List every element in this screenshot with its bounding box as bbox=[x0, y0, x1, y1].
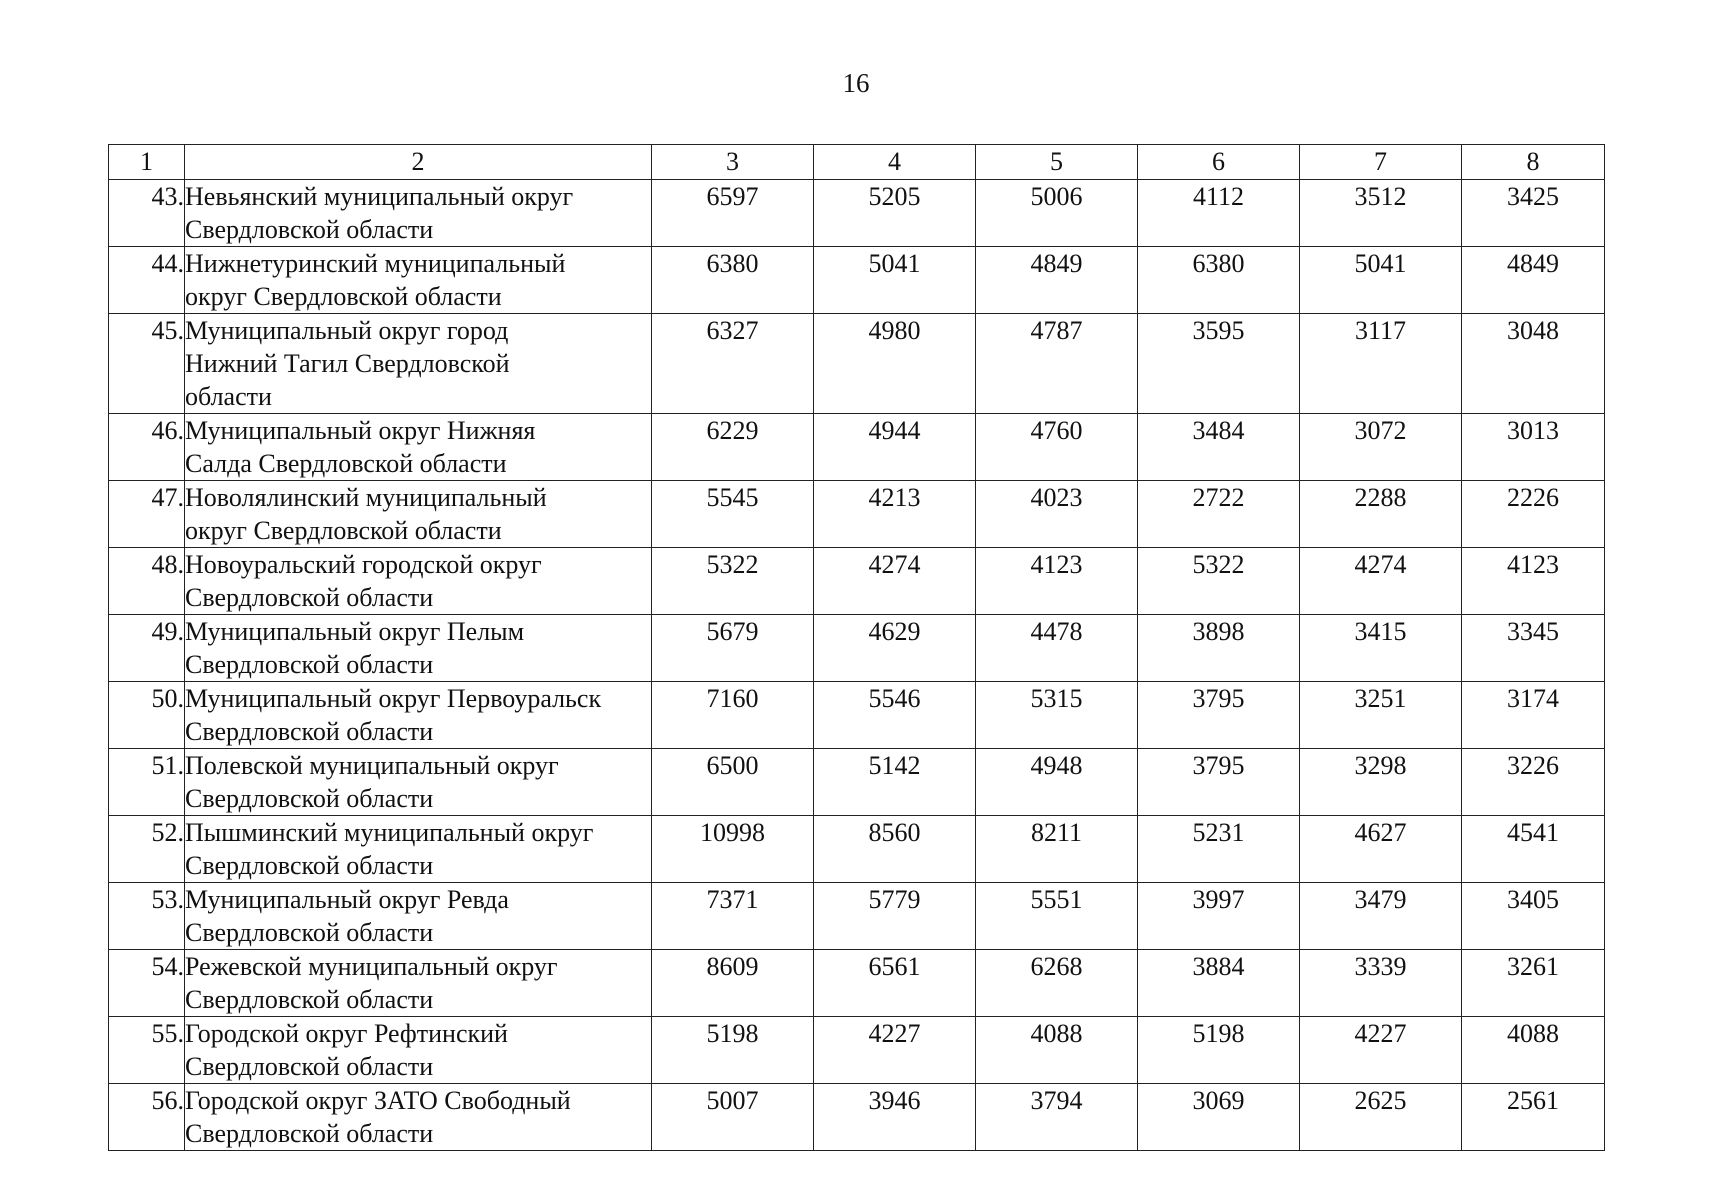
municipality-name-line: Муниципальный округ Первоуральск bbox=[185, 684, 602, 713]
row-number: 51. bbox=[109, 749, 185, 816]
municipality-name bbox=[185, 481, 652, 548]
row-number: 52. bbox=[109, 816, 185, 883]
value-cell-col-5: 8211 bbox=[976, 816, 1138, 883]
value-cell-col-6: 4112 bbox=[1138, 180, 1300, 247]
value-cell-col-3: 7160 bbox=[652, 682, 814, 749]
value-cell-col-8: 4541 bbox=[1462, 816, 1605, 883]
value-cell-col-8: 3226 bbox=[1462, 749, 1605, 816]
row-number: 47. bbox=[109, 481, 185, 548]
value-cell-col-3: 5545 bbox=[652, 481, 814, 548]
column-header: 3 bbox=[652, 145, 814, 180]
column-header: 2 bbox=[185, 145, 652, 180]
value-cell-col-8: 2226 bbox=[1462, 481, 1605, 548]
municipality-name-line: Муниципальный округ Нижняя bbox=[185, 416, 536, 445]
municipality-name-line: округ Свердловской области bbox=[185, 516, 502, 545]
value-cell-col-4: 4227 bbox=[814, 1017, 976, 1084]
value-cell-col-5: 4478 bbox=[976, 615, 1138, 682]
value-cell-col-6: 3795 bbox=[1138, 749, 1300, 816]
municipality-name bbox=[185, 414, 652, 481]
municipality-name-line: Свердловской области bbox=[185, 918, 434, 947]
value-cell-col-4: 3946 bbox=[814, 1084, 976, 1151]
municipality-name bbox=[185, 247, 652, 314]
table-row bbox=[109, 481, 1605, 548]
value-cell-col-7: 3251 bbox=[1300, 682, 1462, 749]
table-header bbox=[109, 145, 1605, 180]
row-number: 53. bbox=[109, 883, 185, 950]
municipality-name-line: Муниципальный округ город bbox=[185, 316, 509, 345]
municipality-name-line: Полевской муниципальный округ bbox=[185, 751, 559, 780]
municipality-name-line: Свердловской области bbox=[185, 1119, 434, 1148]
value-cell-col-5: 4849 bbox=[976, 247, 1138, 314]
municipality-name bbox=[185, 548, 652, 615]
municipality-name bbox=[185, 749, 652, 816]
value-cell-col-8: 3405 bbox=[1462, 883, 1605, 950]
table-row bbox=[109, 180, 1605, 247]
row-number: 44. bbox=[109, 247, 185, 314]
municipality-name-line: Муниципальный округ Ревда bbox=[185, 885, 509, 914]
row-number: 50. bbox=[109, 682, 185, 749]
table-row bbox=[109, 1017, 1605, 1084]
value-cell-col-6: 3884 bbox=[1138, 950, 1300, 1017]
value-cell-col-3: 6229 bbox=[652, 414, 814, 481]
value-cell-col-6: 3997 bbox=[1138, 883, 1300, 950]
municipality-name-line: Свердловской области bbox=[185, 717, 434, 746]
value-cell-col-7: 3339 bbox=[1300, 950, 1462, 1017]
table-row bbox=[109, 414, 1605, 481]
value-cell-col-5: 5551 bbox=[976, 883, 1138, 950]
value-cell-col-8: 4088 bbox=[1462, 1017, 1605, 1084]
municipality-name bbox=[185, 883, 652, 950]
row-number: 45. bbox=[109, 314, 185, 414]
value-cell-col-8: 3425 bbox=[1462, 180, 1605, 247]
value-cell-col-8: 3013 bbox=[1462, 414, 1605, 481]
value-cell-col-4: 6561 bbox=[814, 950, 976, 1017]
value-cell-col-8: 3174 bbox=[1462, 682, 1605, 749]
value-cell-col-7: 3072 bbox=[1300, 414, 1462, 481]
value-cell-col-7: 3298 bbox=[1300, 749, 1462, 816]
value-cell-col-3: 6380 bbox=[652, 247, 814, 314]
column-header: 6 bbox=[1138, 145, 1300, 180]
municipality-name-line: Свердловской области bbox=[185, 851, 434, 880]
value-cell-col-5: 3794 bbox=[976, 1084, 1138, 1151]
municipality-name-line: Городской округ Рефтинский bbox=[185, 1019, 508, 1048]
value-cell-col-3: 5198 bbox=[652, 1017, 814, 1084]
value-cell-col-4: 4980 bbox=[814, 314, 976, 414]
value-cell-col-4: 5546 bbox=[814, 682, 976, 749]
value-cell-col-4: 4274 bbox=[814, 548, 976, 615]
municipality-name-line: Свердловской области bbox=[185, 583, 434, 612]
value-cell-col-8: 2561 bbox=[1462, 1084, 1605, 1151]
municipality-name bbox=[185, 180, 652, 247]
value-cell-col-6: 5231 bbox=[1138, 816, 1300, 883]
value-cell-col-4: 5779 bbox=[814, 883, 976, 950]
data-table bbox=[108, 144, 1605, 1151]
municipality-name-line: Новолялинский муниципальный bbox=[185, 483, 547, 512]
value-cell-col-7: 3479 bbox=[1300, 883, 1462, 950]
value-cell-col-4: 5142 bbox=[814, 749, 976, 816]
value-cell-col-8: 4849 bbox=[1462, 247, 1605, 314]
value-cell-col-5: 4088 bbox=[976, 1017, 1138, 1084]
row-number: 43. bbox=[109, 180, 185, 247]
value-cell-col-5: 4023 bbox=[976, 481, 1138, 548]
value-cell-col-7: 2625 bbox=[1300, 1084, 1462, 1151]
value-cell-col-7: 2288 bbox=[1300, 481, 1462, 548]
municipality-name-line: Муниципальный округ Пелым bbox=[185, 617, 525, 646]
value-cell-col-5: 4760 bbox=[976, 414, 1138, 481]
table-row bbox=[109, 615, 1605, 682]
column-header: 8 bbox=[1462, 145, 1605, 180]
value-cell-col-5: 5315 bbox=[976, 682, 1138, 749]
municipality-name bbox=[185, 682, 652, 749]
municipality-name-line: Городской округ ЗАТО Свободный bbox=[185, 1086, 571, 1115]
value-cell-col-3: 5679 bbox=[652, 615, 814, 682]
municipality-name bbox=[185, 1017, 652, 1084]
municipality-name bbox=[185, 615, 652, 682]
value-cell-col-6: 6380 bbox=[1138, 247, 1300, 314]
value-cell-col-5: 5006 bbox=[976, 180, 1138, 247]
value-cell-col-8: 3261 bbox=[1462, 950, 1605, 1017]
value-cell-col-7: 3117 bbox=[1300, 314, 1462, 414]
value-cell-col-6: 3898 bbox=[1138, 615, 1300, 682]
value-cell-col-7: 5041 bbox=[1300, 247, 1462, 314]
municipality-name-line: Свердловской области bbox=[185, 985, 434, 1014]
value-cell-col-6: 3595 bbox=[1138, 314, 1300, 414]
column-header: 7 bbox=[1300, 145, 1462, 180]
value-cell-col-3: 6327 bbox=[652, 314, 814, 414]
table-body bbox=[109, 180, 1605, 1151]
municipality-name-line: Свердловской области bbox=[185, 784, 434, 813]
table-row bbox=[109, 816, 1605, 883]
value-cell-col-4: 4629 bbox=[814, 615, 976, 682]
value-cell-col-6: 5322 bbox=[1138, 548, 1300, 615]
value-cell-col-8: 4123 bbox=[1462, 548, 1605, 615]
header-row bbox=[109, 145, 1605, 180]
value-cell-col-3: 6597 bbox=[652, 180, 814, 247]
value-cell-col-3: 8609 bbox=[652, 950, 814, 1017]
row-number: 54. bbox=[109, 950, 185, 1017]
value-cell-col-4: 8560 bbox=[814, 816, 976, 883]
municipality-name-line: Нижний Тагил Свердловской bbox=[185, 349, 510, 378]
column-header: 1 bbox=[109, 145, 185, 180]
row-number: 55. bbox=[109, 1017, 185, 1084]
row-number: 56. bbox=[109, 1084, 185, 1151]
column-header: 4 bbox=[814, 145, 976, 180]
municipality-name-line: Пышминский муниципальный округ bbox=[185, 818, 594, 847]
value-cell-col-4: 4213 bbox=[814, 481, 976, 548]
column-header: 5 bbox=[976, 145, 1138, 180]
value-cell-col-7: 4627 bbox=[1300, 816, 1462, 883]
value-cell-col-6: 2722 bbox=[1138, 481, 1300, 548]
value-cell-col-7: 4227 bbox=[1300, 1017, 1462, 1084]
page-number: 16 bbox=[842, 68, 870, 98]
value-cell-col-6: 3795 bbox=[1138, 682, 1300, 749]
table-row bbox=[109, 950, 1605, 1017]
value-cell-col-3: 7371 bbox=[652, 883, 814, 950]
municipality-name-line: Нижнетуринский муниципальный bbox=[185, 249, 566, 278]
value-cell-col-4: 5041 bbox=[814, 247, 976, 314]
value-cell-col-5: 4123 bbox=[976, 548, 1138, 615]
table-row bbox=[109, 1084, 1605, 1151]
value-cell-col-3: 10998 bbox=[652, 816, 814, 883]
value-cell-col-5: 4948 bbox=[976, 749, 1138, 816]
municipality-name bbox=[185, 950, 652, 1017]
value-cell-col-5: 4787 bbox=[976, 314, 1138, 414]
municipality-name-line: округ Свердловской области bbox=[185, 282, 502, 311]
value-cell-col-7: 3415 bbox=[1300, 615, 1462, 682]
value-cell-col-6: 5198 bbox=[1138, 1017, 1300, 1084]
municipality-name bbox=[185, 1084, 652, 1151]
value-cell-col-8: 3048 bbox=[1462, 314, 1605, 414]
municipality-name-line: Свердловской области bbox=[185, 650, 434, 679]
municipality-name-line: Салда Свердловской области bbox=[185, 449, 507, 478]
table-row bbox=[109, 682, 1605, 749]
row-number: 48. bbox=[109, 548, 185, 615]
value-cell-col-5: 6268 bbox=[976, 950, 1138, 1017]
value-cell-col-3: 5007 bbox=[652, 1084, 814, 1151]
row-number: 46. bbox=[109, 414, 185, 481]
table-row bbox=[109, 548, 1605, 615]
municipality-name-line: Свердловской области bbox=[185, 1052, 434, 1081]
value-cell-col-6: 3484 bbox=[1138, 414, 1300, 481]
table-row bbox=[109, 749, 1605, 816]
value-cell-col-6: 3069 bbox=[1138, 1084, 1300, 1151]
row-number: 49. bbox=[109, 615, 185, 682]
table-row bbox=[109, 247, 1605, 314]
municipality-name bbox=[185, 816, 652, 883]
municipality-name bbox=[185, 314, 652, 414]
value-cell-col-3: 6500 bbox=[652, 749, 814, 816]
municipality-name-line: Свердловской области bbox=[185, 215, 434, 244]
value-cell-col-8: 3345 bbox=[1462, 615, 1605, 682]
table-row bbox=[109, 883, 1605, 950]
value-cell-col-7: 3512 bbox=[1300, 180, 1462, 247]
value-cell-col-7: 4274 bbox=[1300, 548, 1462, 615]
value-cell-col-3: 5322 bbox=[652, 548, 814, 615]
municipality-name-line: Режевской муниципальный округ bbox=[185, 952, 558, 981]
table-row bbox=[109, 314, 1605, 414]
municipality-name-line: Невьянский муниципальный округ bbox=[185, 182, 574, 211]
value-cell-col-4: 4944 bbox=[814, 414, 976, 481]
municipality-name-line: области bbox=[185, 382, 272, 411]
value-cell-col-4: 5205 bbox=[814, 180, 976, 247]
municipality-name-line: Новоуральский городской округ bbox=[185, 550, 542, 579]
